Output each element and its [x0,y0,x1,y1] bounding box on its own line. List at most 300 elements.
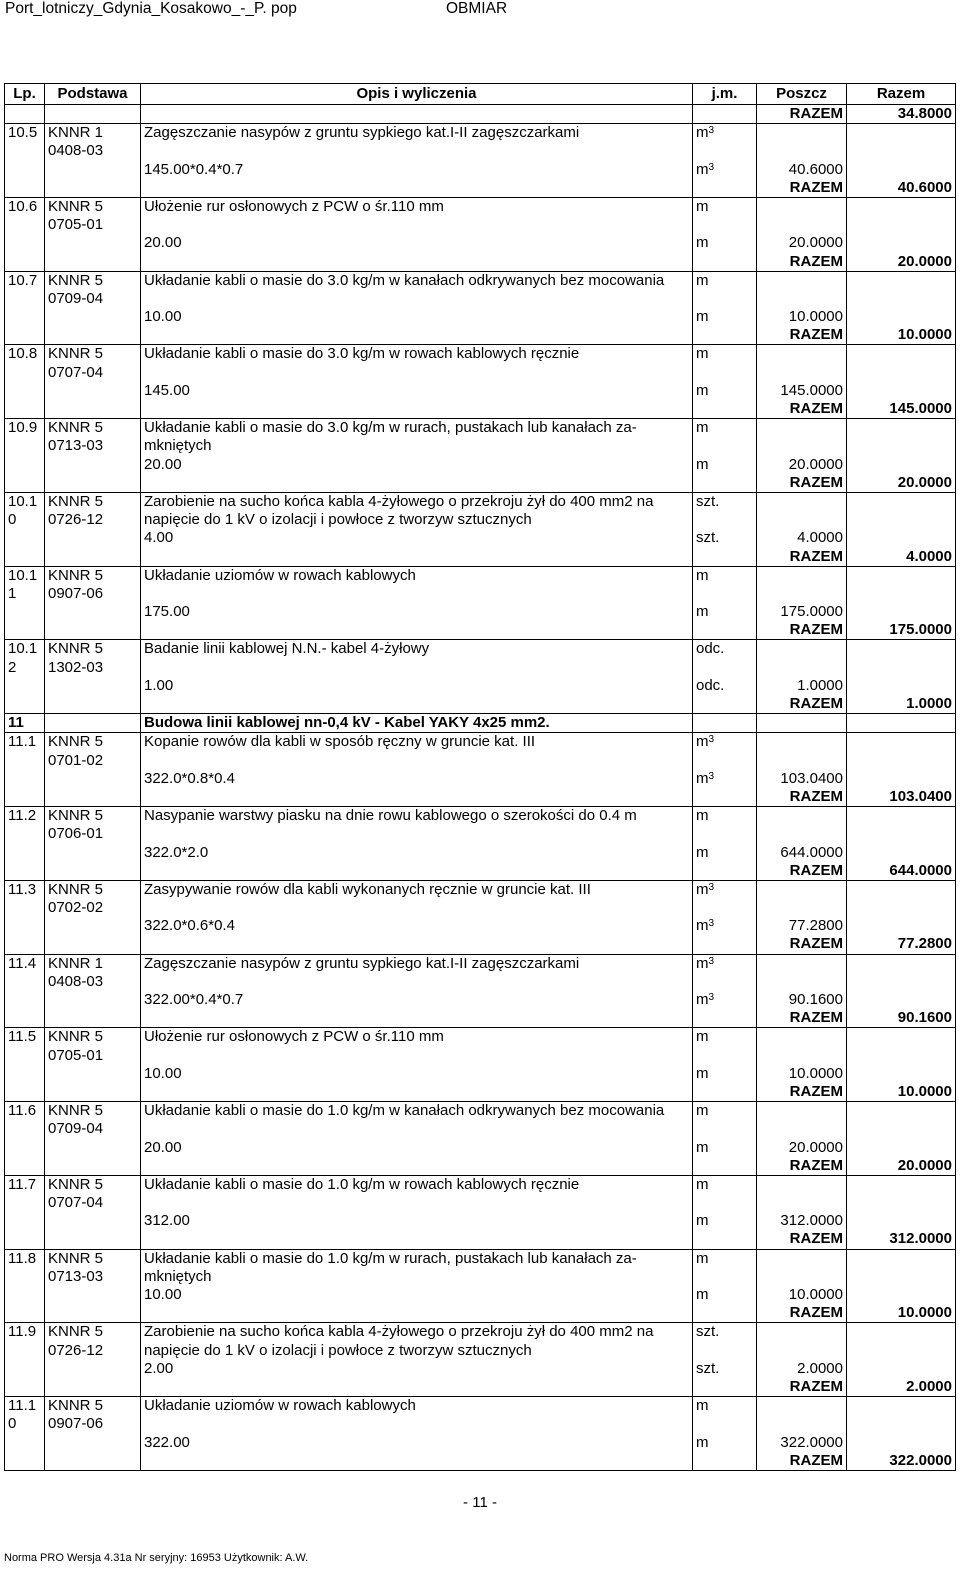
calc-poszcz: 20.0000 [757,456,847,474]
item-row [5,1323,956,1342]
calc-unit [693,308,757,326]
razem-row [5,548,956,567]
item-podstawa-code: 0408-03 [45,973,141,991]
item-row [5,807,956,826]
section-number: 11 [5,714,45,733]
unit-text: szt. [696,492,720,510]
item-description: Zarobienie na sucho końca kabla 4-żyłowego o przekroju żył do 400 mm2 na [141,492,693,511]
razem-label: RAZEM [757,400,847,419]
item-row-2 [5,585,956,603]
item-row [5,1175,956,1194]
item-lp-cont [5,1120,45,1138]
calc-row [5,456,956,474]
item-podstawa-code: 0726-12 [45,511,141,529]
calc-expression: 10.00 [141,308,693,326]
file-name: Port_lotniczy_Gdynia_Kosakowo_-_P. pop [5,0,297,17]
calc-row [5,603,956,621]
razem-label: RAZEM [757,548,847,567]
calc-poszcz: 10.0000 [757,1065,847,1083]
obmiar-table [4,83,956,1471]
razem-row [5,935,956,954]
item-lp-cont [5,216,45,234]
calc-expression: 2.00 [141,1360,693,1378]
razem-row [5,1230,956,1249]
item-podstawa-code: 0705-01 [45,216,141,234]
razem-value: 175.0000 [847,621,956,640]
item-podstawa: KNNR 5 [45,807,141,826]
item-lp: 11.8 [5,1249,45,1268]
razem-label: RAZEM [757,1378,847,1397]
item-description-cont: napięcie do 1 kV o izolacji i powłoce z tworzyw sztucznych [141,1342,693,1360]
calc-poszcz: 145.0000 [757,382,847,400]
item-podstawa-code: 1302-03 [45,659,141,677]
calc-expression: 312.00 [141,1212,693,1230]
item-row-2 [5,752,956,770]
item-row-2 [5,1194,956,1212]
item-description-cont: mkniętych [141,437,693,455]
calc-unit [693,677,757,695]
table-body [5,105,956,1471]
calc-poszcz: 10.0000 [757,308,847,326]
unit-text: m [696,1138,709,1156]
razem-label: RAZEM [757,1157,847,1176]
item-lp-cont [5,1047,45,1065]
item-description: Układanie kabli o masie do 3.0 kg/m w rowach kablowych ręcznie [141,345,693,364]
calc-expression: 10.00 [141,1286,693,1304]
item-lp-cont: 0 [5,1415,45,1433]
calc-unit [693,844,757,862]
item-podstawa-code: 0907-06 [45,1415,141,1433]
item-unit [693,733,757,752]
razem-value: 644.0000 [847,862,956,881]
item-lp: 10.1 [5,566,45,585]
razem-row [5,621,956,640]
item-row-2 [5,1268,956,1286]
razem-label: RAZEM [757,1083,847,1102]
item-description: Układanie kabli o masie do 1.0 kg/m w rurach, pustakach lub kanałach za- [141,1249,693,1268]
item-lp: 11.5 [5,1028,45,1047]
razem-value: 2.0000 [847,1378,956,1397]
razem-row [5,788,956,807]
item-lp: 11.7 [5,1175,45,1194]
unit-superscript: 3 [708,955,715,967]
razem-value: 90.1600 [847,1009,956,1028]
item-row-2 [5,364,956,382]
item-description: Nasypanie warstwy piasku na dnie rowu kablowego o szerokości do 0.4 m [141,807,693,826]
item-lp: 10.1 [5,492,45,511]
razem-value: 20.0000 [847,1157,956,1176]
item-lp: 10.5 [5,124,45,143]
unit-superscript: 3 [708,992,715,1003]
razem-row [5,474,956,493]
item-lp-cont [5,899,45,917]
software-info: Norma PRO Wersja 4.31a Nr seryjny: 16953 Użytkownik: A.W. [4,1552,309,1564]
calc-expression: 20.00 [141,1139,693,1157]
unit-superscript: 3 [708,770,715,782]
unit-text: m [696,603,709,621]
calc-row [5,1212,956,1230]
item-row [5,954,956,973]
item-description-cont: napięcie do 1 kV o izolacji i powłoce z tworzyw sztucznych [141,511,693,529]
razem-value: 10.0000 [847,1083,956,1102]
item-unit [693,880,757,899]
item-podstawa-code: 0709-04 [45,290,141,308]
item-unit [693,807,757,826]
calc-unit [693,1139,757,1157]
razem-row [5,1083,956,1102]
calc-row [5,529,956,547]
item-lp-cont: 1 [5,585,45,603]
calc-expression: 10.00 [141,1065,693,1083]
section-title: Budowa linii kablowej nn-0,4 kV - Kabel YAKY 4x25 mm2. [141,714,693,733]
item-description: Badanie linii kablowej N.N.- kabel 4-żyłowy [141,640,693,659]
item-podstawa-code: 0707-04 [45,1194,141,1212]
unit-text: odc. [696,640,725,658]
razem-value: 40.6000 [847,179,956,198]
item-unit [693,124,757,143]
razem-label: RAZEM [757,1452,847,1471]
item-podstawa: KNNR 5 [45,1323,141,1342]
item-lp-cont [5,752,45,770]
item-podstawa-code: 0408-03 [45,142,141,160]
item-podstawa-code: 0726-12 [45,1342,141,1360]
razem-value: 20.0000 [847,253,956,272]
item-lp: 11.1 [5,1397,45,1416]
page-number: - 11 - [463,1494,497,1511]
razem-row [5,253,956,272]
razem-label: RAZEM [757,862,847,881]
item-podstawa-code: 0707-04 [45,364,141,382]
calc-poszcz: 644.0000 [757,844,847,862]
item-lp-cont [5,1194,45,1212]
calc-expression: 322.00 [141,1434,693,1452]
col-jm: j.m. [693,84,757,105]
calc-unit [693,456,757,474]
calc-expression: 1.00 [141,677,693,695]
calc-row [5,1286,956,1304]
item-podstawa: KNNR 5 [45,271,141,290]
item-row-2 [5,142,956,160]
unit-text: m [696,419,709,437]
razem-row [5,862,956,881]
calc-poszcz: 10.0000 [757,1286,847,1304]
item-podstawa: KNNR 5 [45,419,141,438]
razem-label: RAZEM [757,695,847,714]
razem-value: 1.0000 [847,695,956,714]
item-podstawa: KNNR 5 [45,197,141,216]
item-row-2 [5,899,956,917]
item-description: Zagęszczanie nasypów z gruntu sypkiego kat.I-II zagęszczarkami [141,124,693,143]
item-row [5,1397,956,1416]
item-description: Ułożenie rur osłonowych z PCW o śr.110 mm [141,1028,693,1047]
unit-text: m [696,954,709,972]
item-row [5,880,956,899]
unit-text: m [696,271,709,289]
unit-text: m [696,807,709,825]
col-opis: Opis i wyliczenia [141,84,693,105]
item-podstawa-code: 0713-03 [45,437,141,455]
item-podstawa-code: 0713-03 [45,1268,141,1286]
razem-value: 20.0000 [847,474,956,493]
calc-poszcz: 90.1600 [757,991,847,1009]
col-podstawa: Podstawa [45,84,141,105]
unit-text: m [696,843,709,861]
razem-value: 10.0000 [847,326,956,345]
item-row [5,271,956,290]
calc-expression: 322.00*0.4*0.7 [141,991,693,1009]
item-row-2 [5,659,956,677]
item-description: Układanie kabli o masie do 3.0 kg/m w kanałach odkrywanych bez mocowania [141,271,693,290]
razem-row [5,179,956,198]
calc-expression: 20.00 [141,234,693,252]
unit-text: m [696,1249,709,1267]
item-lp: 11.3 [5,880,45,899]
item-row [5,419,956,438]
item-lp-cont [5,973,45,991]
item-row [5,640,956,659]
item-row-2 [5,825,956,843]
unit-superscript: 3 [708,918,715,930]
razem-row [5,695,956,714]
calc-poszcz: 322.0000 [757,1434,847,1452]
item-lp: 11.9 [5,1323,45,1342]
calc-unit [693,234,757,252]
item-description: Zasypywanie rowów dla kabli wykonanych ręcznie w gruncie kat. III [141,880,693,899]
item-description-cont [141,825,693,843]
item-unit [693,197,757,216]
item-description-cont [141,1194,693,1212]
item-description: Układanie uziomów w rowach kablowych [141,1397,693,1416]
calc-row [5,917,956,935]
item-podstawa: KNNR 5 [45,640,141,659]
calc-unit [693,603,757,621]
item-unit [693,954,757,973]
item-lp-cont [5,437,45,455]
item-row-2 [5,1047,956,1065]
item-description-cont [141,899,693,917]
item-row [5,566,956,585]
calc-unit [693,529,757,547]
razem-label: RAZEM [757,621,847,640]
item-lp-cont: 0 [5,511,45,529]
table-header-row [5,84,956,105]
item-unit [693,492,757,511]
item-description-cont [141,364,693,382]
calc-unit [693,1286,757,1304]
calc-expression: 322.0*0.6*0.4 [141,917,693,935]
item-description-cont [141,142,693,160]
item-row-2 [5,1342,956,1360]
unit-superscript: 3 [708,734,715,746]
item-description: Zarobienie na sucho końca kabla 4-żyłowego o przekroju żył do 400 mm2 na [141,1323,693,1342]
item-lp-cont: 2 [5,659,45,677]
item-unit [693,566,757,585]
item-podstawa-code: 0701-02 [45,752,141,770]
calc-poszcz: 40.6000 [757,161,847,179]
razem-label: RAZEM [757,179,847,198]
item-row-2 [5,1120,956,1138]
item-podstawa: KNNR 5 [45,1102,141,1121]
item-lp: 11.1 [5,733,45,752]
item-unit [693,1102,757,1121]
item-row [5,492,956,511]
calc-poszcz: 175.0000 [757,603,847,621]
calc-poszcz: 77.2800 [757,917,847,935]
item-lp-cont [5,1268,45,1286]
document-type: OBMIAR [446,0,508,17]
item-podstawa: KNNR 5 [45,492,141,511]
razem-row [5,326,956,345]
calc-row [5,677,956,695]
item-description-cont [141,1120,693,1138]
razem-value: 145.0000 [847,400,956,419]
unit-text: m [696,769,709,787]
item-unit [693,271,757,290]
item-unit [693,419,757,438]
razem-value: 103.0400 [847,788,956,807]
calc-unit [693,991,757,1009]
item-row [5,1102,956,1121]
calc-row [5,1139,956,1157]
item-description-cont [141,216,693,234]
item-podstawa: KNNR 5 [45,566,141,585]
item-description-cont [141,659,693,677]
razem-label: RAZEM [757,105,847,124]
section-row [5,714,956,733]
item-podstawa-code: 0907-06 [45,585,141,603]
calc-poszcz: 20.0000 [757,234,847,252]
razem-value: 322.0000 [847,1452,956,1471]
razem-row [5,1378,956,1397]
item-description-cont [141,585,693,603]
calc-expression: 20.00 [141,456,693,474]
calc-row [5,234,956,252]
item-unit [693,1323,757,1342]
item-row-2 [5,511,956,529]
calc-row [5,1065,956,1083]
unit-text: m [696,381,709,399]
calc-unit [693,770,757,788]
unit-text: m [696,1212,709,1230]
item-description: Układanie kabli o masie do 1.0 kg/m w kanałach odkrywanych bez mocowania [141,1102,693,1121]
unit-text: m [696,197,709,215]
unit-text: m [696,455,709,473]
item-lp-cont [5,1342,45,1360]
calc-expression: 322.0*0.8*0.4 [141,770,693,788]
calc-expression: 145.00*0.4*0.7 [141,161,693,179]
razem-row [5,400,956,419]
unit-text: m [696,160,709,178]
unit-superscript: 3 [708,161,715,173]
razem-row [5,1157,956,1176]
item-row [5,733,956,752]
item-podstawa-code: 0702-02 [45,899,141,917]
item-description-cont [141,290,693,308]
calc-expression: 175.00 [141,603,693,621]
col-poszcz: Poszcz [757,84,847,105]
razem-row [5,1452,956,1471]
calc-unit [693,1360,757,1378]
razem-label: RAZEM [757,1009,847,1028]
calc-poszcz: 1.0000 [757,677,847,695]
item-unit [693,1249,757,1268]
unit-text: m [696,345,709,363]
item-row-2 [5,973,956,991]
item-podstawa: KNNR 5 [45,1249,141,1268]
item-row [5,1249,956,1268]
razem-label: RAZEM [757,1304,847,1323]
unit-text: m [696,1286,709,1303]
unit-text: m [696,308,709,326]
calc-row [5,308,956,326]
item-description-cont [141,973,693,991]
item-podstawa-code: 0709-04 [45,1120,141,1138]
item-lp: 11.4 [5,954,45,973]
calc-row [5,770,956,788]
razem-value: 77.2800 [847,935,956,954]
calc-row [5,1360,956,1378]
item-lp: 11.6 [5,1102,45,1121]
item-row [5,1028,956,1047]
item-lp-cont [5,290,45,308]
calc-poszcz: 2.0000 [757,1360,847,1378]
item-podstawa: KNNR 5 [45,1028,141,1047]
item-description: Ułożenie rur osłonowych z PCW o śr.110 mm [141,197,693,216]
calc-poszcz: 312.0000 [757,1212,847,1230]
col-razem: Razem [847,84,956,105]
calc-row [5,161,956,179]
item-lp: 10.6 [5,197,45,216]
unit-superscript: 3 [708,881,715,893]
unit-text: szt. [696,529,720,547]
razem-label: RAZEM [757,935,847,954]
unit-text: m [696,1175,709,1193]
calc-row [5,382,956,400]
calc-unit [693,161,757,179]
item-row-2 [5,437,956,455]
item-podstawa-code: 0705-01 [45,1047,141,1065]
razem-label: RAZEM [757,474,847,493]
item-description: Kopanie rowów dla kabli w sposób ręczny w gruncie kat. III [141,733,693,752]
item-lp-cont [5,364,45,382]
item-unit [693,345,757,364]
calc-row [5,991,956,1009]
razem-label: RAZEM [757,253,847,272]
item-unit [693,1397,757,1416]
item-description-cont [141,1047,693,1065]
col-lp: Lp. [5,84,45,105]
unit-text: szt. [696,1359,720,1377]
razem-row [5,105,956,124]
razem-value: 4.0000 [847,548,956,567]
item-unit [693,1028,757,1047]
calc-unit [693,1065,757,1083]
item-lp: 10.7 [5,271,45,290]
item-unit [693,1175,757,1194]
unit-text: m [696,1064,709,1082]
item-row-2 [5,290,956,308]
item-lp: 10.9 [5,419,45,438]
item-description: Zagęszczanie nasypów z gruntu sypkiego kat.I-II zagęszczarkami [141,954,693,973]
unit-text: m [696,733,709,751]
item-lp-cont [5,825,45,843]
unit-text: szt. [696,1323,720,1341]
unit-text: m [696,1397,709,1415]
razem-label: RAZEM [757,1230,847,1249]
unit-superscript: 3 [708,125,715,137]
unit-text: m [696,1028,709,1046]
item-description-cont [141,1415,693,1433]
